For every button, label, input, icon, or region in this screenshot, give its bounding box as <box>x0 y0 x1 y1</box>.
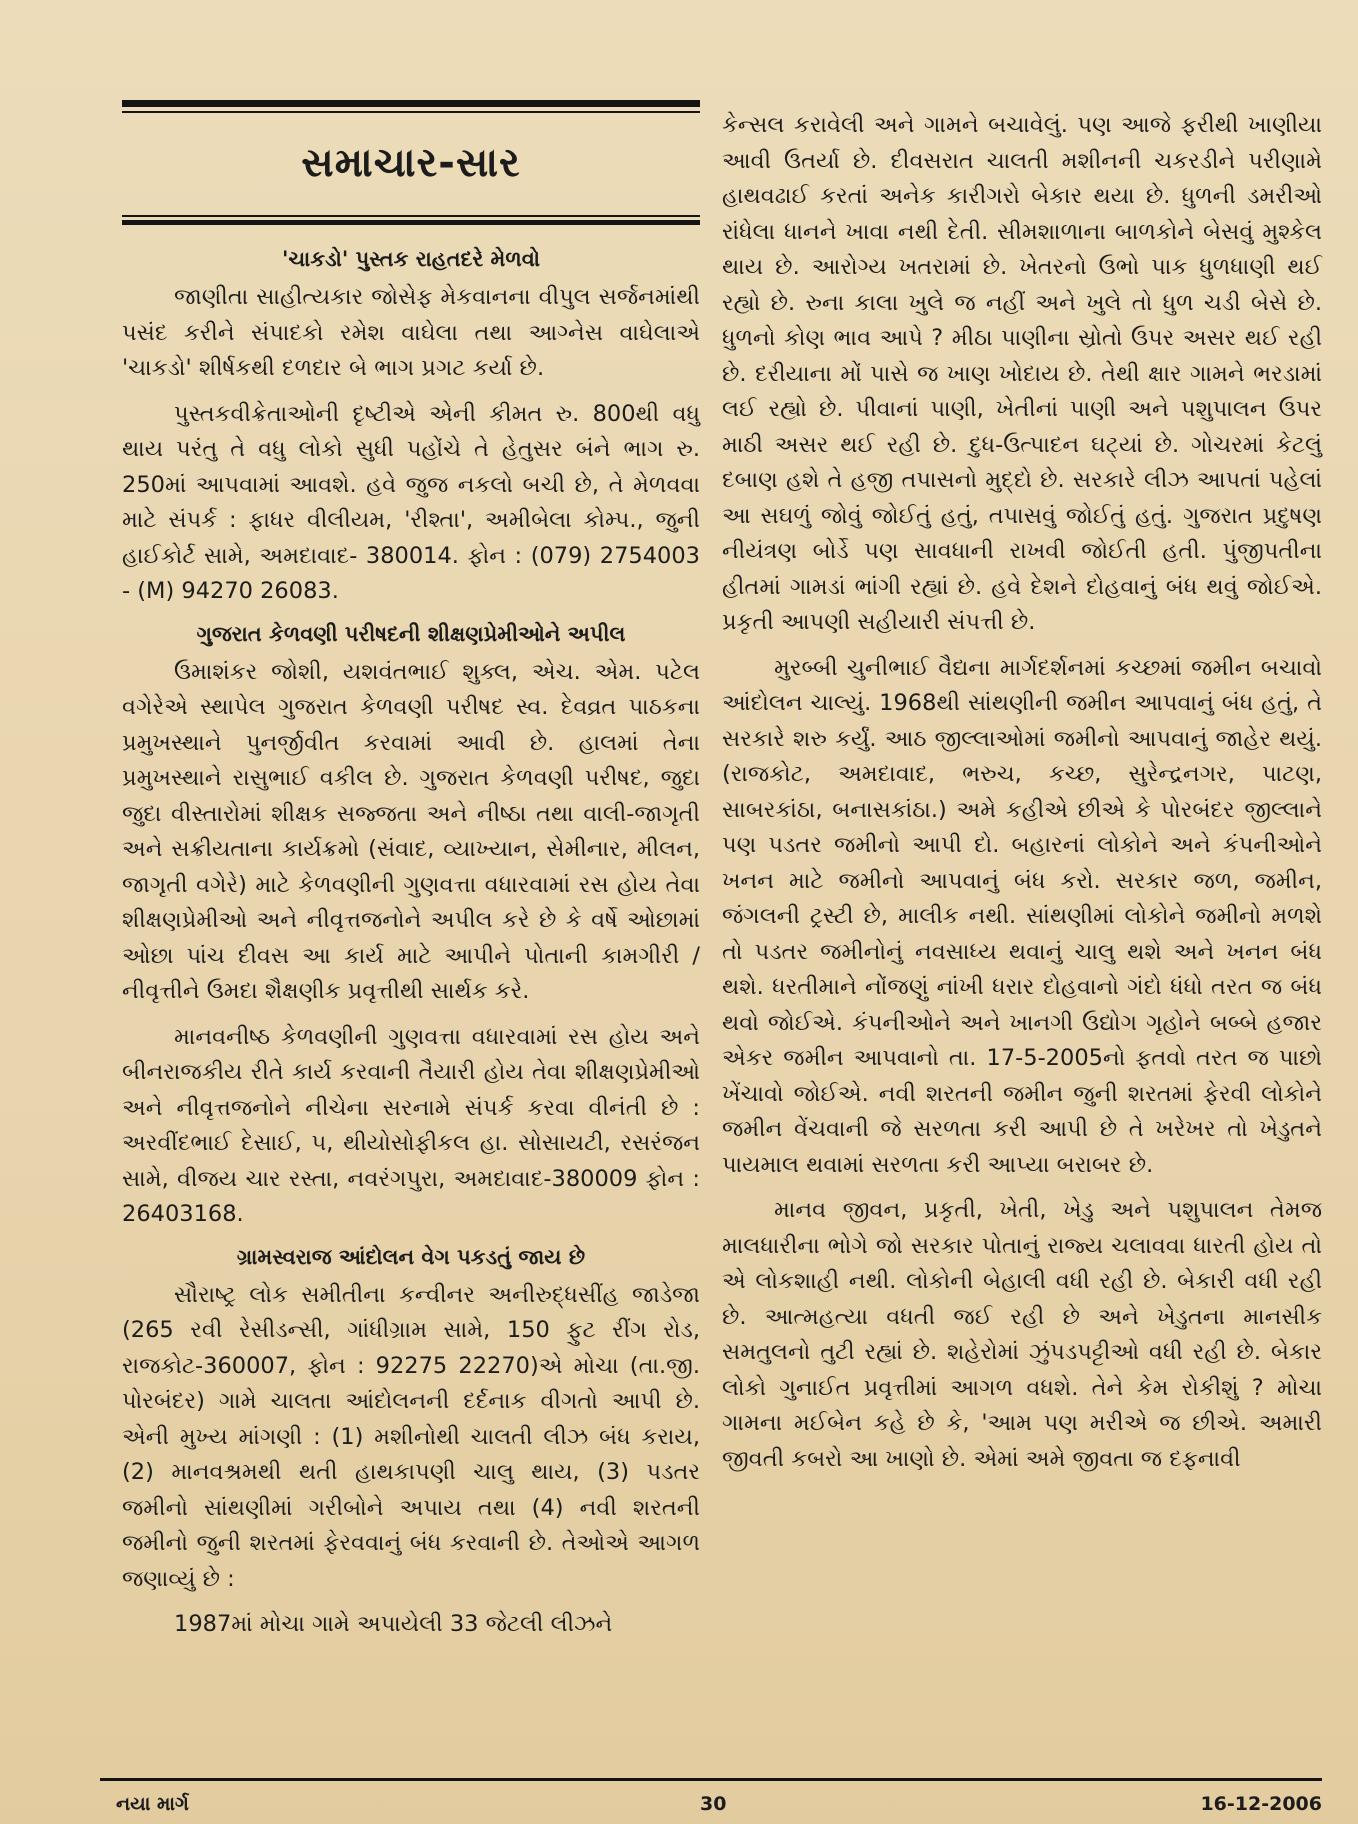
article-paragraph: 1987માં મોચા ગામે અપાયેલી 33 જેટલી લીઝને <box>174 1611 613 1637</box>
right-column <box>722 108 1322 1487</box>
masthead-top-rule <box>122 100 700 107</box>
article-heading: ગ્રામસ્વરાજ આંદોલન વેગ પકડતું જાય છે <box>236 1244 586 1269</box>
article-paragraph: પુસ્તકવીક્રેતાઓની દૃષ્ટીએ એની કીમત રુ. 800થી વધુ થાય પરંતુ તે વધુ લોકો સુધી પહોંચે તે હેતુસર બંને ભાગ રુ. 250માં આપવામાં આવશે. હવે જુજ નકલો બચી છે, તે મેળવવા માટે સંપર્ક : ફાધર વીલીયમ, 'રીશ્તા', અમીબેલા કોમ્પ., જુની હાઈકોર્ટ સામે, અમદાવાદ- 380014. ફોન : (079) 2754003 - (M) 94270 26083. <box>122 400 700 604</box>
section-title: સમાચાર-સાર <box>301 140 521 186</box>
article-paragraph: ઉમાશંકર જોશી, યશવંતભાઈ શુક્લ, એચ. એમ. પટેલ વગેરેએ સ્થાપેલ ગુજરાત કેળવણી પરીષદ સ્વ. દેવવ્રત પાઠકના પ્રમુખસ્થાને પુનર્જીવીત કરવામાં આવી છે. હાલમાં તેના પ્રમુખસ્થાને રાસુભાઈ વકીલ છે. ગુજરાત કેળવણી પરીષદ, જુદા જુદા વીસ્તારોમાં શીક્ષક સજ્જતા અને નીષ્ઠા તથા વાલી-જાગૃતી અને સક્રીયતાના કાર્યક્રમો (સંવાદ, વ્યાખ્યાન, સેમીનાર, મીલન, જાગૃતી વગેરે) માટે કેળવણીની ગુણવત્તા વધારવામાં રસ હોય તેવા શીક્ષણપ્રેમીઓ અને નીવૃત્તજનોને અપીલ કરે છે કે વર્ષે ઓછામાં ઓછા પાંચ દીવસ આ કાર્ય માટે આપીને પોતાની કામગીરી / નીવૃત્તીને ઉમદા શૈક્ષણીક પ્રવૃત્તીથી સાર્થક કરે. <box>122 658 700 1004</box>
article-heading: 'ચાકડો' પુસ્તક રાહતદરે મેળવો <box>281 247 541 271</box>
publication-name: નયા માર્ગ <box>116 1793 189 1815</box>
issue-date: 16-12-2006 <box>1200 1793 1322 1815</box>
article-paragraph: સૌરાષ્ટ્ર લોક સમીતીના કન્વીનર અનીરુદ્ધસીંહ જાડેજા (265 રવી રેસીડન્સી, ગાંધીગ્રામ સામે, 150 ફુટ રીંગ રોડ, રાજકોટ-360007, ફોન : 92275 22270)એ મોચા (તા.જી. પોરબંદર) ગામે ચાલતા આંદોલનની દર્દનાક વીગતો આપી છે. એની મુખ્ય માંગણી : (1) મશીનોથી ચાલતી લીઝ બંધ કરાય, (2) માનવશ્રમથી થતી હાથકાપણી ચાલુ થાય, (3) પડતર જમીનો સાંથણીમાં ગરીબોને અપાય તથા (4) નવી શરતની જમીનો જુની શરતમાં ફેરવવાનું બંધ કરવાની છે. તેઓએ આગળ જણાવ્યું છે : <box>122 1281 700 1592</box>
page-number: 30 <box>700 1793 727 1815</box>
article-heading: ગુજરાત કેળવણી પરીષદની શીક્ષણપ્રેમીઓને અપીલ <box>196 621 626 646</box>
article-paragraph: જાણીતા સાહીત્યકાર જોસેફ મેકવાનના વીપુલ સર્જનમાંથી પસંદ કરીને સંપાદકો રમેશ વાઘેલા તથા આગ્નેસ વાઘેલાએ 'ચાકડો' શીર્ષકથી દળદાર બે ભાગ પ્રગટ કર્યા છે. <box>122 284 700 381</box>
article-paragraph: માનવનીષ્ઠ કેળવણીની ગુણવત્તા વધારવામાં રસ હોય અને બીનરાજકીય રીતે કાર્ય કરવાની તૈયારી હોય તેવા શીક્ષણપ્રેમીઓ અને નીવૃત્તજનોને નીચેના સરનામે સંપર્ક કરવા વીનંતી છે : અરવીંદભાઈ દેસાઈ, ૫, થીયોસોફીકલ હા. સોસાયટી, રસરંજન સામે, વીજય ચાર રસ્તા, નવરંગપુરા, અમદાવાદ-380009 ફોન : 26403168. <box>122 1023 701 1227</box>
article-kelavani-parishad <box>122 622 700 1233</box>
article-paragraph: મુરબ્બી ચુનીભાઈ વૈદ્યના માર્ગદર્શનમાં કચ્છમાં જમીન બચાવો આંદોલન ચાલ્યું. 1968થી સાંથણીની જમીન આપવાનું બંધ હતું, તે સરકારે શરુ કર્યું. આઠ જીલ્લાઓમાં જમીનો આપવાનું જાહેર થયું. (રાજકોટ, અમદાવાદ, ભરુચ, કચ્છ, સુરેન્દ્રનગર, પાટણ, સાબરકાંઠા, બનાસકાંઠા.) અમે કહીએ છીએ કે પોરબંદર જીલ્લાને પણ પડતર જમીનો આપી દો. બહારનાં લોકોને અને કંપનીઓને ખનન માટે જમીનો આપવાનું બંધ કરો. સરકાર જળ, જમીન, જંગલની ટ્રસ્ટી છે, માલીક નથી. સાંથણીમાં લોકોને જમીનો મળશે તો પડતર જમીનોનું નવસાધ્ય થવાનું ચાલુ થશે અને ખનન બંધ થશે. ધરતીમાને નોંજણું નાંખી ધરાર દોહવાનો ગંદો ધંધો તરત જ બંધ થવો જોઈએ. કંપનીઓને અને ખાનગી ઉદ્યોગ ગૃહોને બબ્બે હજાર એકર જમીન આપવાનો તા. 17-5-2005નો ફતવો તરત જ પાછો ખેંચાવો જોઈએ. નવી શરતની જમીન જુની શરતમાં ફેરવી લોકોને જમીન વેંચવાની જે સરળતા કરી આપી છે તે ખરેખર તો ખેડુતને પાયમાલ થવામાં સરળતા કરી આપ્યા બરાબર છે. <box>722 654 1322 1178</box>
article-gramswaraj <box>122 1245 700 1643</box>
article-chakdo <box>122 247 700 610</box>
masthead-bottom-rule <box>122 220 700 225</box>
footer-rule <box>100 1778 1322 1781</box>
left-column <box>122 100 700 1653</box>
article-paragraph: માનવ જીવન, પ્રકૃતી, ખેતી, ખેડુ અને પશુપાલન તેમજ માલધારીના ભોગે જો સરકાર પોતાનું રાજ્ય ચલાવવા ધારતી હોય તો એ લોકશાહી નથી. લોકોની બેહાલી વધી રહી છે. બેકારી વધી રહી છે. આત્મહત્યા વધતી જઈ રહી છે અને ખેડુતના માનસીક સમતુલનો તુટી રહ્યાં છે. શહેરોમાં ઝુંપડપટ્ટીઓ વધી રહી છે. બેકાર લોકો ગુનાઈત પ્રવૃત્તીમાં આગળ વધશે. તેને કેમ રોકીશું ? મોચા ગામના મઈબેન કહે છે કે, 'આમ પણ મરીએ જ છીએ. અમારી જીવતી કબરો આ ખાણો છે. એમાં અમે જીવતા જ દફનાવી <box>722 1197 1322 1472</box>
masthead-bottom-thin-rule <box>122 215 700 217</box>
article-paragraph: કેન્સલ કરાવેલી અને ગામને બચાવેલું. પણ આજે ફરીથી ખાણીયા આવી ઉતર્યા છે. દીવસરાત ચાલતી મશીનની ચકરડીને પરીણામે હાથવઢાઈ કરતાં અનેક કારીગરો બેકાર થયા છે. ધુળની ડમરીઓ રાંધેલા ધાનને ખાવા નથી દેતી. સીમશાળાના બાળકોને બેસવું મુશ્કેલ થાય છે. આરોગ્ય ખતરામાં છે. ખેતરનો ઉભો પાક ધુળધાણી થઈ રહ્યો છે. રુના કાલા ખુલે જ નહીં અને ખુલે તો ધુળ ચડી બેસે છે. ધુળનો કોણ ભાવ આપે ? મીઠા પાણીના સ્રોતો ઉપર અસર થઈ રહી છે. દરીયાના મોં પાસે જ ખાણ ખોદાય છે. તેથી ક્ષાર ગામને ભરડામાં લઈ રહ્યો છે. પીવાનાં પાણી, ખેતીનાં પાણી અને પશુપાલન ઉપર માઠી અસર થઈ રહી છે. દુધ-ઉત્પાદન ઘટ્યાં છે. ગોચરમાં કેટલું દબાણ હશે તે હજી તપાસનો મુદ્દો છે. સરકારે લીઝ આપતાં પહેલાં આ સઘળું જોવું જોઈતું હતું, તપાસવું જોઈતું હતું. ગુજરાત પ્રદુષણ નીયંત્રણ બોર્ડે પણ સાવધાની રાખવી જોઈતી હતી. પુંજીપતીના હીતમાં ગામડાં ભાંગી રહ્યાં છે. હવે દેશને દોહવાનું બંધ થવું જોઈએ. પ્રકૃતી આપણી સહીયારી સંપત્તી છે. <box>722 112 1322 635</box>
